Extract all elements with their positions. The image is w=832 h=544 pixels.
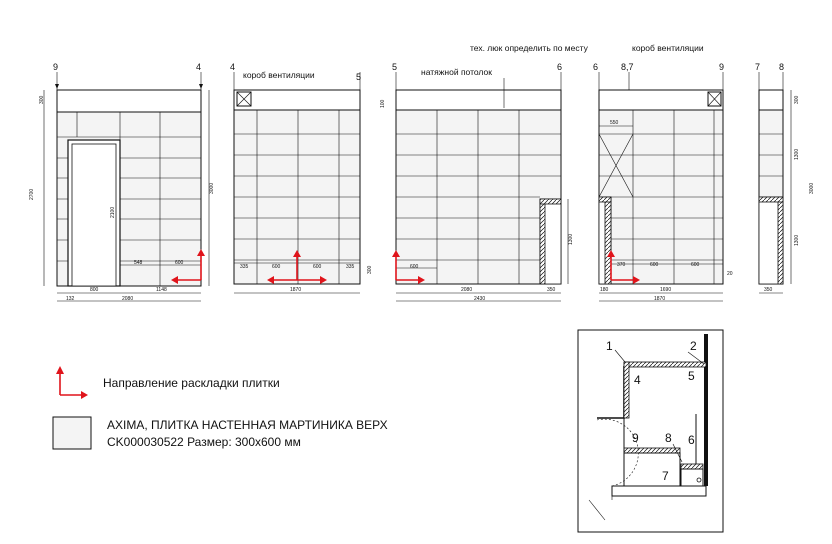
dim-2080: 2080 [122, 296, 134, 302]
dim-600a: 600 [272, 264, 281, 270]
axis-label-9b: 9 [719, 62, 725, 72]
legend-tile-swatch [53, 417, 91, 449]
elevation-9-4 [29, 62, 215, 302]
vent-box-label-2: короб вентиляции [632, 43, 704, 53]
dim-132: 132 [66, 296, 75, 302]
dim-600b: 600 [313, 264, 322, 270]
plan-point-5: 5 [688, 369, 695, 383]
dim-300: 300 [367, 265, 373, 274]
elevation-5-6 [380, 43, 589, 302]
dim-1148: 1148 [156, 287, 167, 293]
dim-20: 20 [727, 271, 733, 277]
dim-335b: 335 [346, 264, 355, 270]
hatch-note-label: тех. люк определить по месту [470, 43, 588, 53]
vent-box-label-1: короб вентиляции [243, 70, 315, 80]
dim-600e: 600 [691, 262, 700, 268]
dim-1870a: 1870 [290, 287, 302, 293]
ceiling-zone [57, 90, 201, 112]
dim-1300c: 1300 [794, 234, 800, 246]
axis-label-5: 5 [356, 72, 362, 82]
axis-label-9: 9 [53, 62, 59, 72]
plan-point-8: 8 [665, 431, 672, 445]
dim-1300: 1300 [568, 233, 574, 245]
dim-600c: 600 [410, 264, 419, 270]
dim-total-height: 3000 [209, 182, 215, 194]
dim-top: 300 [39, 95, 45, 104]
dim-1690: 1690 [660, 287, 672, 293]
legend-direction-icon [56, 366, 88, 399]
elevation-7-8 [755, 62, 815, 293]
dim-3000b: 3000 [809, 182, 815, 194]
dim-370: 370 [617, 262, 626, 268]
elevation-4-5 [230, 62, 373, 293]
dim-350b: 350 [764, 287, 773, 293]
dim-height: 2700 [29, 188, 35, 200]
dim-100: 100 [380, 99, 386, 108]
stretch-ceiling-label: натяжной потолок [421, 67, 492, 77]
elevation-6-9 [593, 43, 733, 302]
plan-point-9: 9 [632, 431, 639, 445]
dim-350: 350 [547, 287, 556, 293]
dim-300b: 300 [794, 95, 800, 104]
dim-180: 180 [600, 287, 609, 293]
axis-label-4b: 4 [230, 62, 236, 72]
dim-door: 2100 [110, 206, 116, 218]
dim-600: 600 [175, 260, 184, 266]
axis-label-6: 6 [557, 62, 563, 72]
legend [53, 366, 388, 449]
dim-1300b: 1300 [794, 148, 800, 160]
dim-600d: 600 [650, 262, 659, 268]
axis-label-8: 8 [779, 62, 785, 72]
dim-800: 800 [90, 287, 99, 293]
dim-2430: 2430 [474, 296, 486, 302]
axis-label-7: 7 [755, 62, 761, 72]
dim-335a: 335 [240, 264, 249, 270]
axis-label-6b: 6 [593, 62, 599, 72]
axis-label-8-7: 8,7 [621, 62, 634, 72]
plan-point-4: 4 [634, 373, 641, 387]
legend-tile-code: CK000030522 Размер: 300x600 мм [107, 435, 301, 449]
dim-2080b: 2080 [461, 287, 473, 293]
plan-point-2: 2 [690, 339, 697, 353]
dim-1870b: 1870 [654, 296, 666, 302]
axis-label-5b: 5 [392, 62, 398, 72]
floor-plan [578, 330, 723, 532]
dim-548: 548 [134, 260, 143, 266]
plan-point-6: 6 [688, 433, 695, 447]
dim-550: 550 [610, 120, 619, 126]
axis-label-4: 4 [196, 62, 202, 72]
legend-tile-name: AXIMA, ПЛИТКА НАСТЕННАЯ МАРТИНИКА ВЕРХ [107, 418, 388, 432]
legend-direction-text: Направление раскладки плитки [103, 376, 280, 390]
plan-point-1: 1 [606, 339, 613, 353]
plan-point-7: 7 [662, 469, 669, 483]
